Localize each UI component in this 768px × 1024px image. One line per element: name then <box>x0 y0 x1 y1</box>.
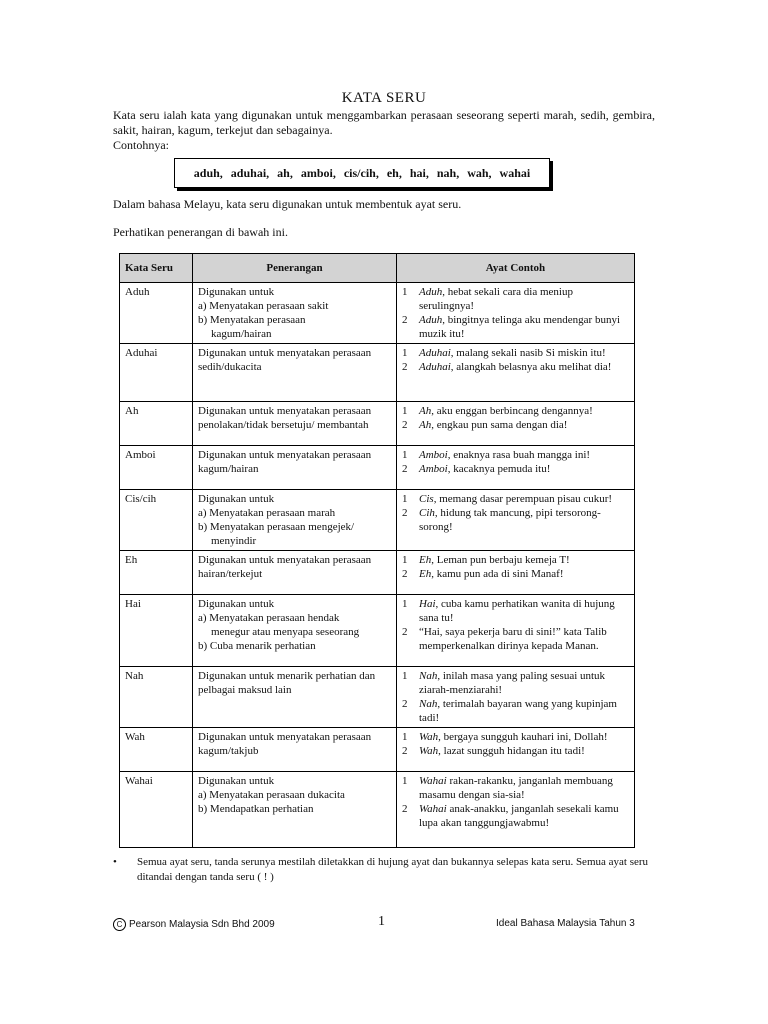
header-kata-seru: Kata Seru <box>120 254 193 283</box>
example-number: 2 <box>402 419 408 431</box>
example-number: 2 <box>402 698 408 710</box>
example-text <box>419 462 629 476</box>
kata-seru-word: Cis <box>419 493 434 505</box>
example-sentence <box>402 774 629 802</box>
example-sentence <box>402 448 629 462</box>
cell-ayat-contoh <box>397 344 635 402</box>
kata-seru-word: Wah <box>419 731 439 743</box>
example-number: 2 <box>402 463 408 475</box>
example-sentence <box>402 730 629 744</box>
cell-ayat-contoh <box>397 446 635 490</box>
example-sentence <box>402 597 629 625</box>
kata-seru-word: Eh <box>419 554 432 566</box>
example-sentence <box>402 697 629 725</box>
penerangan-line: b) Menyatakan perasaan <box>198 314 306 326</box>
example-number: 1 <box>402 347 408 359</box>
page-number: 1 <box>378 914 385 929</box>
cell-kata-seru: Aduhai <box>120 344 193 402</box>
example-rest: , Leman pun berbaju kemeja T! <box>431 554 570 566</box>
cell-penerangan <box>193 490 397 551</box>
penerangan-line: Digunakan untuk menarik perhatian dan pelbagai maksud lain <box>198 670 376 696</box>
example-rest: , lazat sungguh hidangan itu tadi! <box>438 745 585 757</box>
cell-penerangan <box>193 344 397 402</box>
example-rest: , kacaknya pemuda itu! <box>447 463 551 475</box>
example-sentence <box>402 492 629 506</box>
example-sentence <box>402 346 629 360</box>
kata-seru-word: Aduh <box>419 314 443 326</box>
bullet-icon: • <box>113 856 117 868</box>
example-text <box>419 553 629 567</box>
penerangan-line: a) Menyatakan perasaan dukacita <box>198 789 345 801</box>
example-rest: , bergaya sungguh kauhari ini, Dollah! <box>438 731 608 743</box>
example-text <box>419 669 629 697</box>
example-sentence <box>402 285 629 313</box>
cell-kata-seru: Wahai <box>120 772 193 848</box>
cell-ayat-contoh <box>397 402 635 446</box>
example-number: 1 <box>402 731 408 743</box>
example-rest: , memang dasar perempuan pisau cukur! <box>433 493 613 505</box>
header-ayat-contoh: Ayat Contoh <box>397 254 635 283</box>
table-row <box>120 283 635 344</box>
footer-right: Ideal Bahasa Malaysia Tahun 3 <box>496 918 635 929</box>
example-text <box>419 506 629 534</box>
cell-ayat-contoh <box>397 667 635 728</box>
kata-seru-word: Amboi <box>419 463 448 475</box>
example-text <box>419 418 629 432</box>
kata-seru-word: Nah <box>419 670 438 682</box>
example-text <box>419 625 629 653</box>
example-rest: , hebat sekali cara dia meniup serulingnya! <box>419 286 573 312</box>
table-row <box>120 402 635 446</box>
header-penerangan: Penerangan <box>193 254 397 283</box>
cell-penerangan <box>193 667 397 728</box>
footer-publisher: Pearson Malaysia Sdn Bhd 2009 <box>129 919 275 931</box>
example-rest: , inilah masa yang paling sesuai untuk ziarah-menziarahi! <box>419 670 606 696</box>
cell-kata-seru: Amboi <box>120 446 193 490</box>
example-sentence <box>402 506 629 534</box>
cell-penerangan <box>193 283 397 344</box>
penerangan-line: Digunakan untuk <box>198 286 275 298</box>
kata-seru-word: Hai <box>419 598 436 610</box>
example-rest: , hidung tak mancung, pipi tersorong-sorong! <box>419 507 601 533</box>
example-sentence <box>402 418 629 432</box>
cell-kata-seru: Eh <box>120 551 193 595</box>
penerangan-line: b) Mendapatkan perhatian <box>198 803 314 815</box>
footer-left <box>113 918 275 931</box>
example-number: 2 <box>402 361 408 373</box>
example-sentence <box>402 744 629 758</box>
table-row <box>120 344 635 402</box>
example-number: 1 <box>402 493 408 505</box>
note-text: Semua ayat seru, tanda serunya mestilah diletakkan di hujung ayat dan bukannya selepas kata seru. Semua ayat seru ditandai dengan tanda seru ( ! ) <box>137 856 649 883</box>
example-rest: , malang sekali nasib Si miskin itu! <box>450 347 606 359</box>
cell-ayat-contoh <box>397 283 635 344</box>
cell-ayat-contoh <box>397 490 635 551</box>
penerangan-line: Digunakan untuk <box>198 598 275 610</box>
example-number: 1 <box>402 286 408 298</box>
example-number: 1 <box>402 598 408 610</box>
example-text <box>419 697 629 725</box>
penerangan-line: a) Menyatakan perasaan marah <box>198 507 336 519</box>
example-text <box>419 404 629 418</box>
penerangan-line: kagum/hairan <box>211 328 272 340</box>
table-row <box>120 728 635 772</box>
table-row <box>120 490 635 551</box>
penerangan-line: menyindir <box>211 535 257 547</box>
kata-seru-word: Eh <box>419 568 432 580</box>
cell-ayat-contoh <box>397 772 635 848</box>
copyright-icon: C <box>113 918 126 931</box>
example-number: 1 <box>402 405 408 417</box>
cell-kata-seru: Hai <box>120 595 193 667</box>
cell-kata-seru: Ah <box>120 402 193 446</box>
kata-seru-word: Amboi <box>419 449 448 461</box>
penerangan-line: Digunakan untuk menyatakan perasaan kagum/takjub <box>198 731 372 757</box>
intro-paragraph: Kata seru ialah kata yang digunakan untuk menggambarkan perasaan seseorang seperti marah, sedih, gembira, sakit, hairan, kagum, terkejut dan sebagainya. <box>113 108 655 137</box>
penerangan-line: Digunakan untuk menyatakan perasaan penolakan/tidak bersetuju/ membantah <box>198 405 372 431</box>
example-number: 2 <box>402 626 408 638</box>
cell-penerangan <box>193 402 397 446</box>
example-number: 1 <box>402 670 408 682</box>
cell-penerangan <box>193 595 397 667</box>
kata-seru-word: Wahai <box>419 775 447 787</box>
cell-penerangan <box>193 551 397 595</box>
example-rest: anak-anakku, janganlah sesekali kamu lupa akan tanggungjawabmu! <box>419 803 619 829</box>
example-sentence <box>402 313 629 341</box>
cell-ayat-contoh <box>397 551 635 595</box>
example-text <box>419 730 629 744</box>
penerangan-line: Digunakan untuk menyatakan perasaan kagum/hairan <box>198 449 372 475</box>
cell-kata-seru: Nah <box>120 667 193 728</box>
kata-seru-word: Nah <box>419 698 438 710</box>
examples-box: aduh, aduhai, ah, amboi, cis/cih, eh, hai, nah, wah, wahai <box>174 158 550 188</box>
example-sentence <box>402 404 629 418</box>
penerangan-line: Digunakan untuk menyatakan perasaan sedih/dukacita <box>198 347 372 373</box>
example-text <box>419 597 629 625</box>
example-rest: rakan-rakanku, janganlah membuang masamu dengan sia-sia! <box>419 775 613 801</box>
cell-kata-seru: Cis/cih <box>120 490 193 551</box>
example-text <box>419 360 629 374</box>
table-row <box>120 667 635 728</box>
kata-seru-word: Ah <box>419 419 432 431</box>
example-text <box>419 744 629 758</box>
example-rest: , bingitnya telinga aku mendengar bunyi muzik itu! <box>419 314 621 340</box>
example-number: 2 <box>402 568 408 580</box>
penerangan-line: Digunakan untuk <box>198 493 275 505</box>
example-sentence <box>402 567 629 581</box>
example-sentence <box>402 625 629 653</box>
example-text <box>419 313 629 341</box>
kata-seru-word: Wah <box>419 745 439 757</box>
cell-penerangan <box>193 728 397 772</box>
cell-kata-seru: Aduh <box>120 283 193 344</box>
table-row <box>120 551 635 595</box>
example-sentence <box>402 802 629 830</box>
penerangan-line: b) Cuba menarik perhatian <box>198 640 316 652</box>
kata-seru-word: Aduh <box>419 286 443 298</box>
example-number: 2 <box>402 507 408 519</box>
example-number: 2 <box>402 745 408 757</box>
table-row <box>120 446 635 490</box>
cell-penerangan <box>193 772 397 848</box>
example-number: 1 <box>402 775 408 787</box>
example-text <box>419 492 629 506</box>
example-rest: “Hai, saya pekerja baru di sini!” kata Talib memperkenalkan dirinya kepada Manan. <box>419 626 607 652</box>
example-rest: , cuba kamu perhatikan wanita di hujung sana tu! <box>419 598 615 624</box>
cell-ayat-contoh <box>397 728 635 772</box>
cell-kata-seru: Wah <box>120 728 193 772</box>
example-rest: , aku enggan berbincang dengannya! <box>431 405 593 417</box>
example-rest: , kamu pun ada di sini Manaf! <box>431 568 564 580</box>
example-text <box>419 774 629 802</box>
kata-seru-word: Wahai <box>419 803 447 815</box>
table-row <box>120 595 635 667</box>
cell-ayat-contoh <box>397 595 635 667</box>
kata-seru-word: Aduhai <box>419 361 451 373</box>
example-number: 2 <box>402 803 408 815</box>
kata-seru-word: Ah <box>419 405 432 417</box>
example-number: 1 <box>402 449 408 461</box>
penerangan-line: menegur atau menyapa seseorang <box>211 626 360 638</box>
example-rest: , engkau pun sama dengan dia! <box>431 419 568 431</box>
example-text <box>419 448 629 462</box>
example-sentence <box>402 553 629 567</box>
paragraph-instruction: Perhatikan penerangan di bawah ini. <box>113 225 288 239</box>
example-rest: , terimalah bayaran wang yang kupinjam tadi! <box>419 698 617 724</box>
cell-penerangan <box>193 446 397 490</box>
kata-seru-word: Aduhai <box>419 347 451 359</box>
penerangan-line: b) Menyatakan perasaan mengejek/ <box>198 521 355 533</box>
table-row <box>120 772 635 848</box>
example-text <box>419 285 629 313</box>
penerangan-line: a) Menyatakan perasaan sakit <box>198 300 329 312</box>
page-title: KATA SERU <box>341 90 427 106</box>
table-header-row <box>120 254 635 283</box>
example-number: 2 <box>402 314 408 326</box>
penerangan-line: Digunakan untuk <box>198 775 275 787</box>
kata-seru-table <box>119 253 635 848</box>
example-rest: , enaknya rasa buah mangga ini! <box>447 449 591 461</box>
example-rest: , alangkah belasnya aku melihat dia! <box>450 361 612 373</box>
example-text <box>419 567 629 581</box>
example-text <box>419 802 629 830</box>
penerangan-line: Digunakan untuk menyatakan perasaan hairan/terkejut <box>198 554 372 580</box>
example-text <box>419 346 629 360</box>
paragraph-usage: Dalam bahasa Melayu, kata seru digunakan untuk membentuk ayat seru. <box>113 197 462 211</box>
example-number: 1 <box>402 554 408 566</box>
penerangan-line: a) Menyatakan perasaan hendak <box>198 612 340 624</box>
examples-label: Contohnya: <box>113 138 169 152</box>
example-sentence <box>402 360 629 374</box>
example-sentence <box>402 669 629 697</box>
kata-seru-word: Cih <box>419 507 435 519</box>
example-sentence <box>402 462 629 476</box>
